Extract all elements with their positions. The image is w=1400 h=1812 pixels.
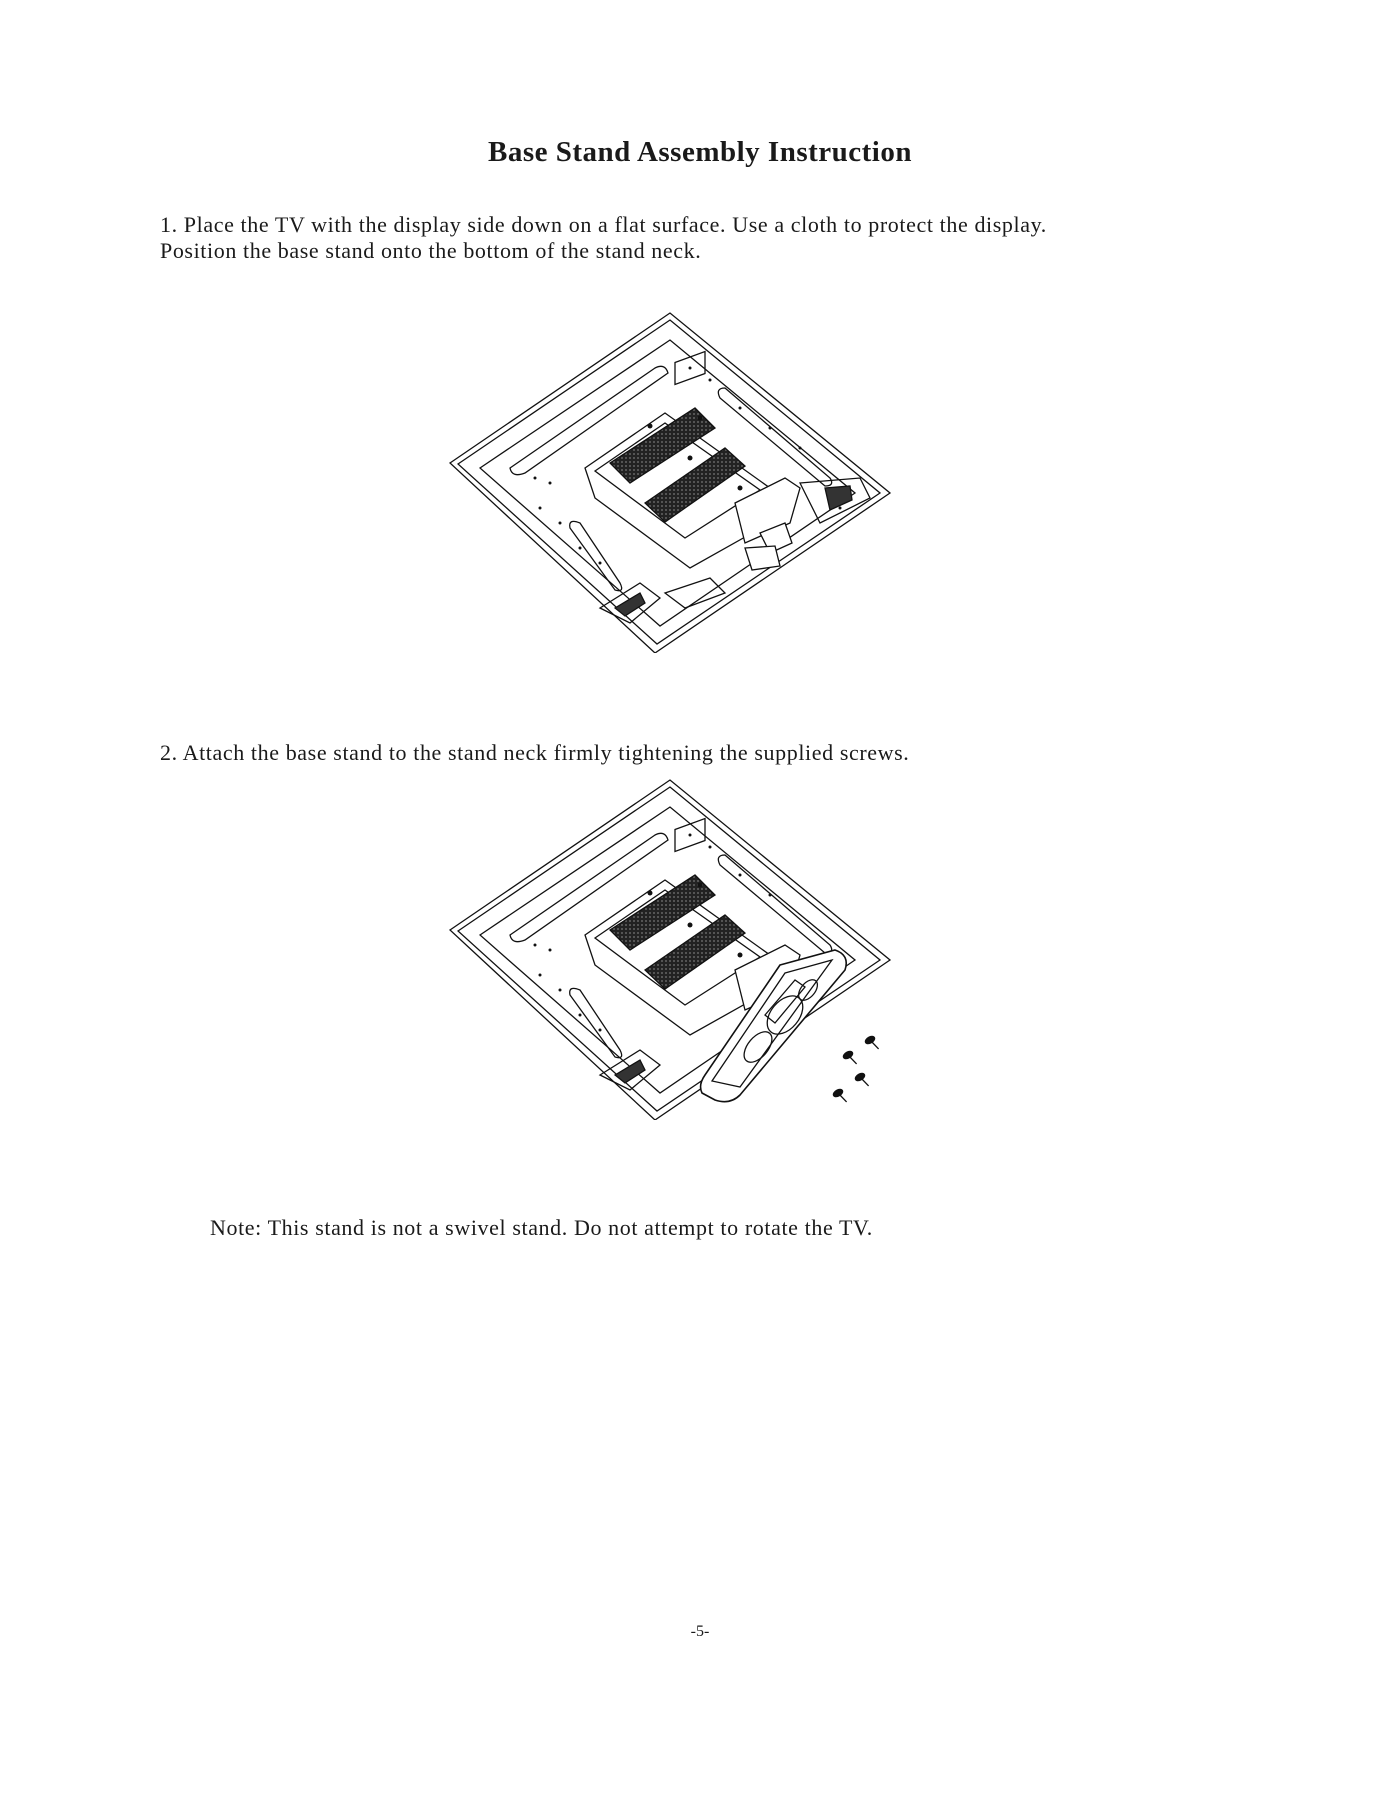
step-1-line-1: 1. Place the TV with the display side down on a flat surface. Use a cloth to protect the display. [160,212,1047,237]
screw-icon [842,1050,858,1068]
screw-icon [864,1035,880,1053]
step-1-line-2: Position the base stand onto the bottom of the stand neck. [160,238,702,263]
screws [832,1035,880,1106]
figure-tv-back-base-stand-screws [440,775,900,1120]
screw-icon [832,1088,848,1106]
step-2-text: 2. Attach the base stand to the stand neck firmly tightening the supplied screws. [160,740,910,765]
screw-icon [854,1072,870,1090]
page-title: Base Stand Assembly Instruction [488,136,912,168]
step-1-text [160,212,1047,264]
note-text: Note: This stand is not a swivel stand. Do not attempt to rotate the TV. [210,1215,873,1240]
page-number: -5- [690,1623,710,1640]
figure-tv-back-stand-neck [440,308,900,653]
